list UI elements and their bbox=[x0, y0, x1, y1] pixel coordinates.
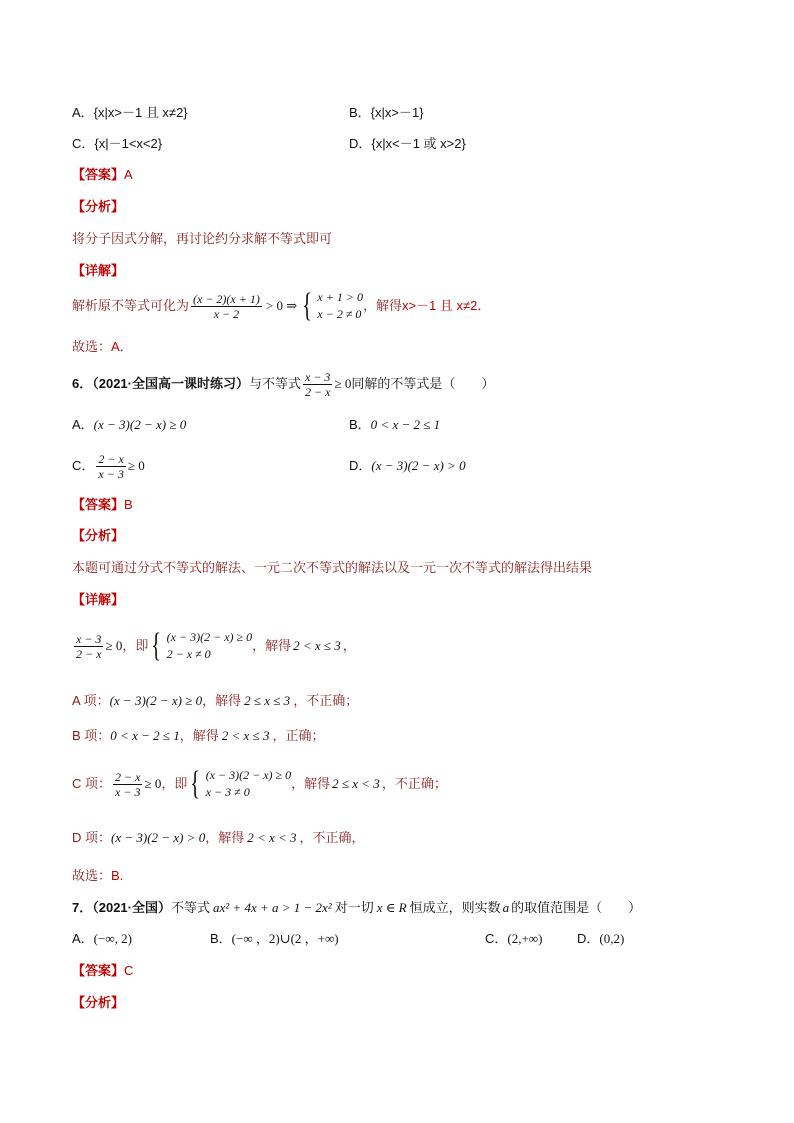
q6-analysis-label: 【分析】 bbox=[72, 528, 125, 543]
q5-answer bbox=[72, 166, 133, 184]
q6-answer: 【答案】B bbox=[72, 497, 133, 512]
q7-option-b: B．(−∞ ，2)∪(2 ，+∞) bbox=[210, 931, 339, 946]
detail-prefix: 解析原不等式可化为 bbox=[72, 298, 190, 313]
q6-stem: 6．（2021·全国高一课时练习） 与不等式 $\frac{x - 3}{2 - x}$ ≥ 0 同解的不等式是（ ） bbox=[72, 369, 495, 399]
q6-item-a: A 项：(x − 3)(2 − x) ≥ 0，解得 2 ≤ x ≤ 3 ，不正确； bbox=[72, 693, 359, 708]
q5-option-b: B．{x|x>－1} bbox=[349, 105, 424, 120]
q7-answer: 【答案】C bbox=[72, 963, 134, 978]
q7-option-a: A．(−∞, 2) bbox=[72, 931, 132, 946]
q5-analysis-label: 【分析】 bbox=[72, 199, 125, 214]
q7-stem: 7．（2021·全国）不等式 ax² + 4x + a > 1 − 2x² 对一切 x ∈ R 恒成立，则实数 a 的取值范围是（ ） bbox=[72, 900, 642, 915]
q7-option-d: D．(0,2) bbox=[577, 931, 625, 946]
q6-item-c: C 项： $\frac{2 - x}{x - 3}$ ≥ 0 ，即 { (x − 3)(2 − x) ≥ 0 x − 3 ≠ 0 ，解得 2 ≤ x < 3 ，不正确； bbox=[72, 765, 447, 802]
fraction: $\frac{x - 3}{2 - x}$ bbox=[305, 369, 331, 399]
q5-option-c: C．{x|－1<x<2} bbox=[72, 136, 163, 151]
q6-choose: 故选：B. bbox=[72, 868, 124, 883]
q6-item-b: B 项：0 < x − 2 ≤ 1，解得 2 < x ≤ 3 ，正确； bbox=[72, 728, 325, 743]
q6-detail-label: 【详解】 bbox=[72, 592, 125, 607]
q6-option-b: B．0 < x − 2 ≤ 1 bbox=[349, 417, 441, 432]
q6-detail-line: $\frac{x - 3}{2 - x}$ ≥ 0 ，即 { (x − 3)(2 − x) ≥ 0 2 − x ≠ 0 ，解得 2 < x ≤ 3 ， bbox=[76, 627, 356, 664]
q5-option-d: D．{x|x<－1 或 x>2} bbox=[349, 136, 466, 151]
answer-label: 【答案】 bbox=[72, 167, 125, 182]
q5-detail-line: 解析原不等式可化为 $\frac{(x - 2)(x + 1)}{x - 2}$ > 0 ⇒ { x + 1 > 0 x − 2 ≠ 0 ，解得 x>－1 且 x≠2． bbox=[72, 287, 491, 324]
q5-choose: 故选：A． bbox=[72, 339, 133, 354]
q6-option-c: C． $\frac{2 - x}{x - 3}$ ≥ 0 bbox=[72, 451, 145, 481]
q7-analysis-label: 【分析】 bbox=[72, 995, 125, 1010]
answer-value: A bbox=[124, 167, 133, 182]
q6-option-a: A．(x − 3)(2 − x) ≥ 0 bbox=[72, 417, 187, 432]
q6-analysis-text: 本题可通过分式不等式的解法、一元二次不等式的解法以及一元一次不等式的解法得出结果 bbox=[72, 560, 593, 575]
q5-detail-label: 【详解】 bbox=[72, 263, 125, 278]
q7-option-c: C．(2,+∞) bbox=[485, 931, 543, 946]
inequality-system: { x + 1 > 0 x − 2 ≠ 0 bbox=[302, 287, 363, 324]
q5-option-a: A．{x|x>－1 且 x≠2} bbox=[72, 105, 188, 120]
q6-item-d: D 项：(x − 3)(2 − x) > 0，解得 2 < x < 3 ，不正确， bbox=[72, 830, 365, 845]
q5-analysis-text: 将分子因式分解，再讨论约分求解不等式即可 bbox=[72, 231, 333, 246]
q6-option-d: D．(x − 3)(2 − x) > 0 bbox=[349, 458, 466, 473]
fraction: $\frac{(x - 2)(x + 1)}{x - 2}$ bbox=[193, 291, 260, 321]
